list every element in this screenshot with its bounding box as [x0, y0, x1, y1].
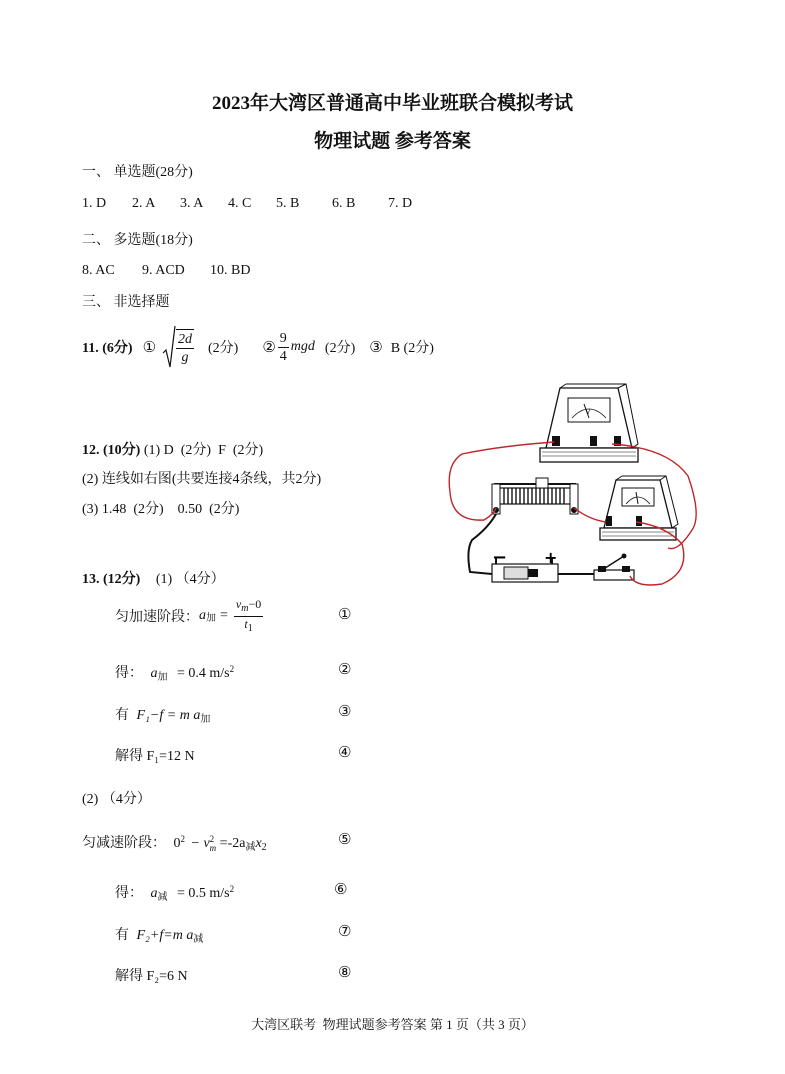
answer-item: 5. B: [276, 196, 300, 211]
battery-negative-label: −: [492, 547, 508, 568]
deceleration-term: =-2a: [219, 836, 246, 851]
subscript: 1: [247, 622, 253, 634]
rheostat-icon: [492, 478, 578, 514]
question-13-header: [82, 568, 225, 588]
subscript: 加: [157, 672, 168, 683]
single-choice-answers: [82, 196, 412, 212]
numerator-rest: −0: [248, 596, 262, 611]
fraction-vm-t1: [234, 597, 263, 636]
fraction-denominator: 4: [279, 348, 287, 364]
superscript: 2: [229, 664, 235, 674]
step-8: 解得 F₂=6 N: [115, 969, 188, 984]
step-1-label: 匀加速阶段：: [115, 610, 199, 625]
equation-marker-4: ④: [338, 743, 352, 761]
subscript: 减: [245, 842, 256, 853]
sqrt-denominator: g: [181, 349, 189, 365]
document-subtitle: 物理试题 参考答案: [314, 131, 471, 152]
part-1-heading: (1) （4分）: [155, 572, 225, 587]
voltmeter-scale-label: V: [586, 410, 591, 416]
step-5-label: 匀减速阶段：: [82, 836, 166, 851]
answer-3: B (2分): [390, 341, 434, 356]
subscript: 减: [193, 934, 204, 945]
section-heading-single-choice: 一、 单选题(28分): [82, 165, 193, 180]
acceleration-symbol: a: [199, 608, 206, 623]
x-term: x: [255, 836, 262, 851]
subscript: 2: [261, 842, 267, 853]
sqrt-radical-icon: [162, 325, 176, 369]
equation-marker-7: ⑦: [338, 922, 352, 940]
fraction-9-4: [278, 330, 289, 365]
circuit-diagram: [440, 380, 720, 590]
voltmeter-icon: [540, 384, 638, 462]
superscript: 2: [229, 884, 235, 894]
subscript: 加: [206, 612, 216, 624]
ammeter-icon: [600, 476, 678, 540]
step-7: [115, 924, 203, 945]
answer-item: 2. A: [132, 196, 156, 211]
question-12-line-1: [82, 439, 263, 459]
acceleration-symbol: a: [150, 666, 158, 681]
answer-item: 9. ACD: [142, 263, 185, 278]
answer-item: 10. BD: [210, 263, 251, 278]
marker-1: ①: [142, 338, 157, 356]
equation-marker-5: ⑤: [338, 830, 352, 848]
t-symbol: t: [244, 616, 248, 631]
part-2-heading: (2) （4分）: [82, 792, 151, 807]
step-4: 解得 F₁=12 N: [115, 749, 195, 764]
step-6: [115, 882, 234, 903]
question-12-line-2: (2) 连线如右图(共要连接4条线，共2分): [82, 472, 322, 487]
equals-sign: =: [220, 608, 228, 623]
v-symbol: v: [235, 596, 242, 611]
equation-marker-8: ⑧: [338, 963, 352, 981]
step-5: [82, 832, 267, 853]
step-7-label: 有: [115, 928, 129, 943]
points: (2分): [324, 341, 356, 356]
document-title: 2023年大湾区普通高中毕业班联合模拟考试: [211, 93, 573, 114]
step-2: [115, 662, 234, 683]
subscript: 加: [200, 714, 211, 725]
answer-item: 7. D: [388, 196, 413, 211]
multiple-choice-answers: [82, 263, 250, 279]
step-6-value: = 0.5 m/s: [177, 886, 230, 901]
section-heading-non-choice: 三、 非选择题: [82, 295, 170, 310]
question-13-label: 13. (12分): [82, 572, 141, 587]
acceleration-symbol: a: [150, 886, 158, 901]
battery-icon: [492, 547, 558, 582]
equation-marker-6: ⑥: [334, 880, 348, 898]
subscript: m: [209, 842, 217, 853]
switch-icon: [594, 554, 634, 581]
superscript: 2: [180, 834, 185, 844]
question-12-label: 12. (10分): [82, 443, 141, 458]
section-heading-multiple-choice: 二、 多选题(18分): [82, 233, 193, 248]
question-11-label: 11. (6分): [82, 341, 133, 356]
answer-item: 1. D: [82, 196, 107, 211]
answer-item: 4. C: [228, 196, 252, 211]
points: (2分): [208, 341, 239, 356]
step-2-label: 得：: [115, 666, 143, 681]
step-3-expression: F₁−f = m a: [136, 708, 201, 723]
step-1: [115, 596, 265, 636]
question-11-answer: [82, 322, 434, 372]
zero-term: 0: [173, 836, 181, 851]
equation-marker-2: ②: [338, 660, 352, 678]
step-3-label: 有: [115, 708, 129, 723]
equation-marker-3: ③: [338, 702, 352, 720]
sqrt-expression: [162, 325, 196, 369]
v-term: − v: [190, 836, 210, 851]
sqrt-numerator: 2d: [178, 331, 193, 347]
mgd-term: mgd: [290, 339, 315, 354]
equation-marker-1: ①: [338, 605, 352, 623]
step-7-expression: F₂+f=m a: [136, 928, 194, 943]
answer-item: 6. B: [332, 196, 356, 211]
question-12-part-1: (1) D (2分) F (2分): [143, 443, 264, 458]
battery-positive-label: +: [544, 548, 558, 567]
answer-item: 8. AC: [82, 263, 115, 278]
page-footer: 大湾区联考 物理试题参考答案 第 1 页（共 3 页）: [251, 1017, 534, 1032]
marker-3: ③: [369, 338, 383, 356]
step-3: [115, 704, 210, 725]
step-2-value: = 0.4 m/s: [177, 666, 230, 681]
subscript: m: [241, 602, 249, 614]
step-6-label: 得：: [115, 886, 143, 901]
marker-2: ②: [262, 338, 276, 356]
subscript: 减: [157, 892, 168, 903]
answer-item: 3. A: [180, 196, 204, 211]
question-12-line-3: (3) 1.48 (2分) 0.50 (2分): [82, 502, 240, 517]
fraction-numerator: 9: [279, 330, 287, 346]
superscript: 2: [209, 833, 215, 844]
